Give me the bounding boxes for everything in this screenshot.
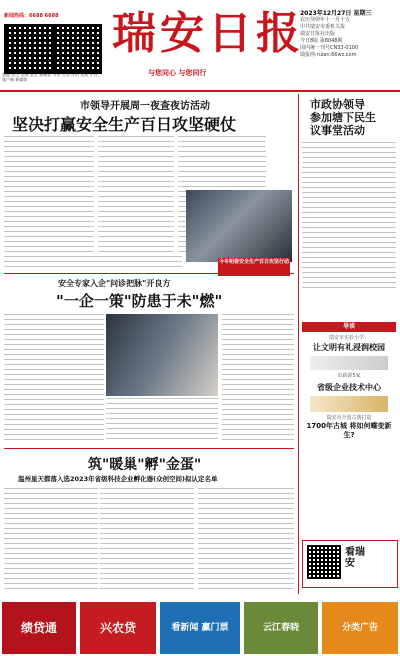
bottom-headline: 筑"暖巢"孵"金蛋" [88,457,202,473]
ad-banner[interactable]: 云江春晓 [244,602,318,654]
lead-body-bottom [4,256,182,270]
qr-labels: 重陵 民生 发展 安全 看瑞安 分享 公众 应用 发展 平台 客户端 新媒体 [2,72,98,82]
feature-photo [106,314,218,396]
publisher-line: 瑞报网:ruian.66wz.com [300,52,357,58]
slogan: 与您同心 与您同行 [148,69,207,77]
lunar-date: 农历癸卯年十一月十五 [300,17,351,23]
ad-banner[interactable]: 看新闻 赢门票 [160,602,240,654]
feature-body-col-1 [4,314,104,442]
feature-body-col-2 [106,398,218,442]
qr-code-icon [4,24,54,74]
guide-divider-graphic [310,396,388,412]
lead-kicker: 市领导开展周一夜查夜访活动 [80,101,210,112]
feature-kicker: 安全专家入企"问诊把脉"开良方 [58,279,171,288]
lead-body-col-2 [98,136,174,256]
ad-banner[interactable]: 分类广告 [322,602,398,654]
guide-item-title[interactable]: 1700年古城 将如何蝶变新生? [306,422,392,439]
publisher-line: 今日8版 第8048期 [300,38,343,44]
reader-label: 看瑞安 [345,547,365,569]
sidebar-headline-line: 市政协领导 [310,98,365,111]
ad-banner[interactable]: 绩贷通 [2,602,76,654]
bottom-body-col-1 [4,488,98,590]
sidebar-headline-line: 议事堂活动 [310,124,365,137]
lead-headline: 坚决打赢安全生产百日攻坚硬仗 [12,115,237,134]
section-divider [4,448,294,449]
issue-date: 2023年12月27日 星期三 [300,10,372,17]
guide-divider-graphic [310,356,388,370]
column-rule [298,94,299,594]
lead-photo [186,190,292,262]
guide-kicker: 瑞安市全国古典打造 [326,415,372,421]
reader-box [302,540,398,588]
feature-body-col-3 [222,314,294,442]
sidebar-headline-line: 参加塘下民生 [310,111,376,124]
guide-item-title[interactable]: 让文明有礼浸润校园 [313,343,385,352]
newspaper-logo: 瑞安日报 [112,8,304,59]
publisher-line: 中共瑞安市委机关报 [300,24,346,30]
ad-strip [0,602,400,656]
sidebar-top-headline [310,98,376,137]
feature-headline: "一企一策"防患于未"燃" [56,292,223,310]
bottom-body-col-2 [100,488,194,590]
issue-info [300,10,396,59]
news-hotline: 新闻热线：6688 6688 [4,13,59,19]
masthead [0,0,400,92]
guide-kicker: 市新源5家 [337,373,361,379]
guide-label: 导读 [302,322,396,332]
ad-banner[interactable]: 兴农贷 [80,602,156,654]
publisher-line: 瑞安日报社出版 [300,31,336,37]
lead-body-col-1 [4,136,94,256]
publisher-line: 国内统一刊号CN33-0100 [300,45,359,51]
lead-photo-caption: 今冬明春安全生产百日攻坚行动 [218,258,290,276]
bottom-subhead: 温州星天都落入选2023年省级科技企业孵化器(众创空间)拟认定名单 [18,475,218,483]
guide-kicker: 瑞安市实验小学： [328,335,369,341]
guide-item-title[interactable]: 省级企业技术中心 [317,383,381,392]
section-divider [4,273,294,274]
bottom-body-col-3 [198,488,294,590]
sidebar-top-body [302,142,396,290]
qr-code-icon [52,24,102,74]
qr-code-icon [307,545,341,579]
